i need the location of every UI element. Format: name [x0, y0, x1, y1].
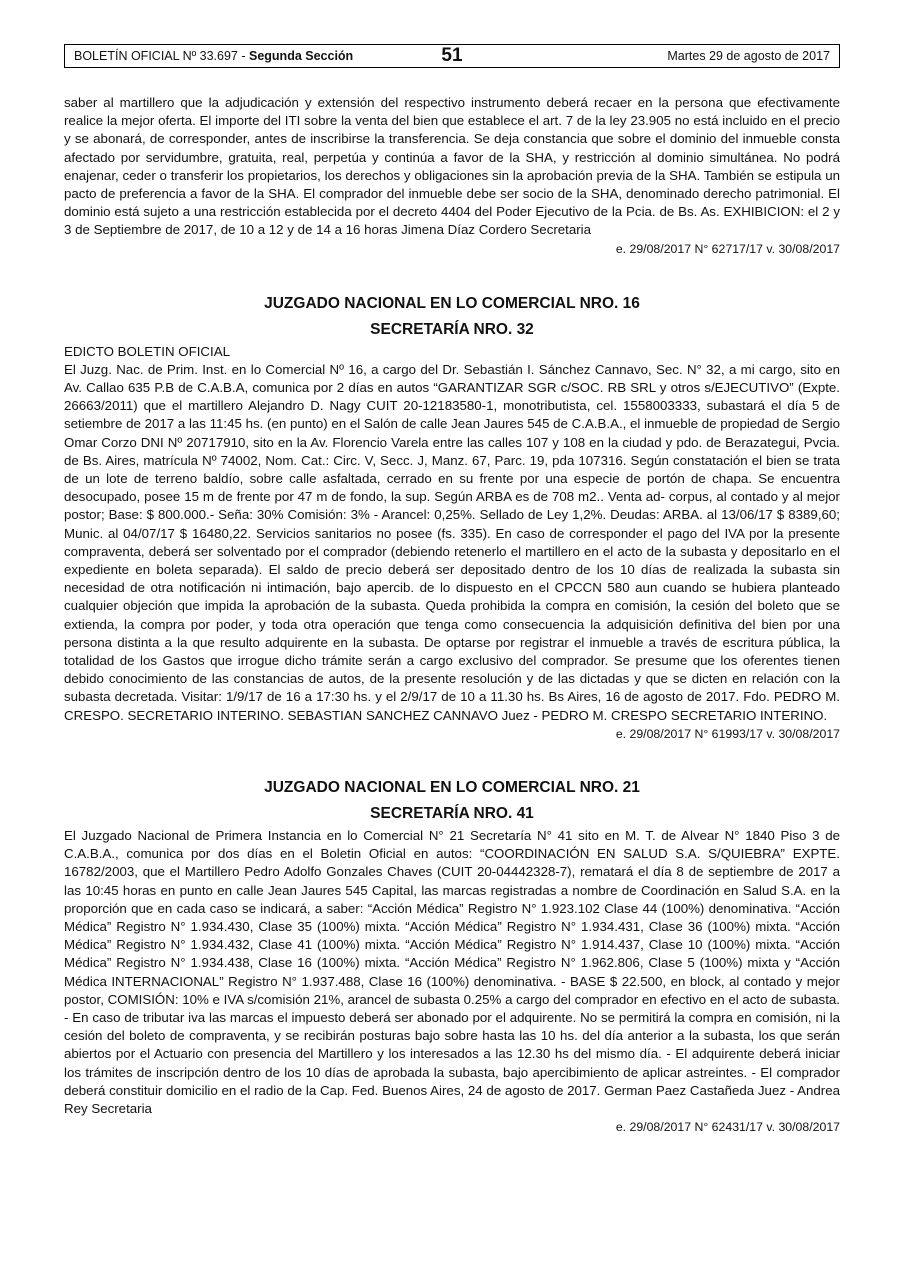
- notice-title: JUZGADO NACIONAL EN LO COMERCIAL NRO. 21: [264, 778, 640, 796]
- notice-continued: [64, 94, 840, 258]
- notice-comercial-21: [64, 775, 840, 1136]
- notice-subtitle: SECRETARÍA NRO. 32: [370, 320, 534, 338]
- notice-body: El Juzg. Nac. de Prim. Inst. en lo Comercial Nº 16, a cargo del Dr. Sebastián I. Sánchez Cannavo, Sec. N° 32, a mi cargo, sito en Av. Callao 635 P.B de C.A.B.A, comunica por 2 días en autos “GARANTIZAR SGR c/SOC. RB SRL y otros s/EJECUTIVO” (Expte. 26663/2011) que el martillero Alejandro D. Nagy CUIT 20-12183580-1, monotributista, cel. 1558003333, subastará el día 5 de setiembre de 2017 a las 11:45 hs. (en punto) en el Salón de calle Jean Jaures 545 de C.A.B.A., el inmueble de propiedad de Sergio Omar Corzo DNI Nº 20717910, sito en la Av. Florencio Varela entre las calles 107 y 108 en la ciudad y pdo. de Berazategui, Pvcia. de Bs. Aires, matrícula Nº 74002, Nom. Cat.: Circ. V, Secc. J, Manz. 67, Parc. 19, pda 107316. Según constatación el bien se trata de un lote de terreno baldío, sobre calle asfaltada, cerrado en su frente por una especie de portón de chapa. Se encuentra desocupado, posee 15 m de frente por 47 m de fondo, la sup. Según ARBA es de 708 m2.. Venta ad- corpus, al contado y al mejor postor; Base: $ 800.000.- Seña: 30% Comisión: 3% - Arancel: 0,25%. Sellado de Ley 1,2%. Deudas: ARBA. al 13/06/17 $ 8389,60; Munic. al 04/07/17 $ 16480,22. Servicios sanitarios no posee (fs. 335). En caso de corresponder el pago del IVA por la presente compraventa, deberá ser solventado por el comprador (debiendo retenerlo el martillero en el acto de la subasta y depositarlo en el expediente en boleta separada). El saldo de precio deberá ser depositado dentro de los 10 días de realizada la subasta sin necesidad de otra notificación ni intimación, bajo apercib. de lo dispuesto en el CPCCN 580 aun cuando se hubiera planteado cualquier objeción que impida la aprobación de la subasta. Queda prohibida la compra en comisión, la cesión del boleto que se extienda, la compra por poder, y toda otra operación que tenga como consecuencia la adquisición definitiva del bien por una persona distinta a la que resulto adquirente en la subasta. De optarse por registrar el inmueble a través de escritura pública, la totalidad de los Gastos que irrogue dicho trámite serán a cargo exclusivo del comprador. Se presume que los oferentes tienen debido conocimiento de las constancias de autos, de la presente resolución y de las dictadas y que se dicten en relación con la subasta decretada. Visitar: 1/9/17 de 16 a 17:30 hs. y el 2/9/17 de 10 a 11.30 hs. Bs Aires, 16 de agosto de 2017. Fdo. PEDRO M. CRESPO. SECRETARIO INTERINO. SEBASTIAN SANCHEZ CANNAVO Juez - PEDRO M. CRESPO SECRETARIO INTERINO.: [64, 361, 840, 723]
- notice-reference: e. 29/08/2017 N° 62717/17 v. 30/08/2017: [615, 241, 840, 256]
- publication-name: BOLETÍN OFICIAL Nº 33.697 -: [74, 49, 249, 63]
- notice-reference: e. 29/08/2017 N° 62431/17 v. 30/08/2017: [615, 1120, 840, 1135]
- page-content: [64, 94, 840, 1136]
- publication-date: Martes 29 de agosto de 2017: [667, 49, 830, 63]
- notice-intro: EDICTO BOLETIN OFICIAL: [64, 343, 230, 359]
- notice-subtitle: SECRETARÍA NRO. 41: [370, 804, 534, 822]
- notice-reference: e. 29/08/2017 N° 61993/17 v. 30/08/2017: [615, 726, 840, 741]
- page-header: [64, 44, 840, 68]
- notice-body: saber al martillero que la adjudicación y extensión del respectivo instrumento deberá recaer en la persona que efectivamente realice la mejor oferta. El importe del ITI sobre la venta del bien que establece el art. 7 de la ley 23.905 no está incluido en el precio y se abonará, de corresponder, antes de inscribirse la transferencia. Se deja constancia que sobre el dominio del inmueble consta afectado por servidumbre, gratuita, real, perpetúa y continúa a favor de la SHA, y restricción al dominio simultánea. No podrá enajenar, ceder o transferir los propietarios, los derechos y obligaciones sin la aprobación previa de la SHA. También se estipula un pacto de preferencia a favor de la SHA. El comprador del inmueble debe ser socio de la SHA, denominado derecho patrimonial. El dominio está sujeto a una restricción establecida por el decreto 4404 del Poder Ejecutivo de la Pcia. de Bs. As. EXHIBICION: el 2 y 3 de Septiembre de 2017, de 10 a 12 y de 14 a 16 horas Jimena Díaz Cordero Secretaria: [64, 95, 840, 238]
- page-number: 51: [441, 45, 463, 66]
- notice-comercial-16: [64, 291, 840, 743]
- section-name: Segunda Sección: [249, 49, 354, 63]
- notice-body: El Juzgado Nacional de Primera Instancia en lo Comercial N° 21 Secretaría N° 41 sito en M. T. de Alvear N° 1840 Piso 3 de C.A.B.A., comunica por dos días en el Boletin Oficial en autos: “COORDINACIÓN EN SALUD S.A. S/QUIEBRA” EXPTE. 16782/2003, que el Martillero Pedro Adolfo Gonzales Chaves (CUIT 20-04442328-7), rematará el día 8 de septiembre de 2017 a las 10:45 horas en punto en calle Jean Jaures 545 Capital, las marcas registradas a nombre de Coordinación en Salud S.A. en la proporción que en cada caso se indicará, a saber: “Acción Médica” Registro N° 1.923.102 Clase 44 (100%) denominativa. “Acción Médica” Registro N° 1.934.430, Clase 35 (100%) mixta. “Acción Médica” Registro N° 1.934.431, Clase 36 (100%) mixta. “Acción Médica” Registro N° 1.934.432, Clase 41 (100%) mixta. “Acción Médica” Registro N° 1.914.437, Clase 10 (100%) mixta. “Acción Médica” Registro N° 1.934.438, Clase 16 (100%) mixta. “Acción Médica” Registro N° 1.962.806, Clase 5 (100%) mixta y “Acción Médica INTERNACIONAL” Registro N° 1.937.488, Clase 16 (100%) denominativa. - BASE $ 22.500, en block, al contado y mejor postor, COMISIÓN: 10% e IVA s/comisión 21%, arancel de subasta 0.25% a cargo del comprador en efectivo en el acto de subasta. - En caso de tributar iva las marcas el impuesto deberá ser abonado por el adquirente. No se permitirá la compra en comisión, ni la cesión del boleto de compraventa, y se recibirán posturas bajo sobre hasta las 10 hs. del día anterior a la subasta, los que serán abiertos por el Actuario con presencia del Martillero y los interesados a las 12.30 hs del mismo día. - El adquirente deberá iniciar los trámites de inscripción dentro de los 10 días de aprobada la subasta, bajo apercibimiento de aplicar astreintes. - El comprador deberá constituir domicilio en el radio de la Cap. Fed. Buenos Aires, 24 de agosto de 2017. German Paez Castañeda Juez - Andrea Rey Secretaria: [64, 827, 840, 1116]
- notice-title: JUZGADO NACIONAL EN LO COMERCIAL NRO. 16: [264, 294, 640, 312]
